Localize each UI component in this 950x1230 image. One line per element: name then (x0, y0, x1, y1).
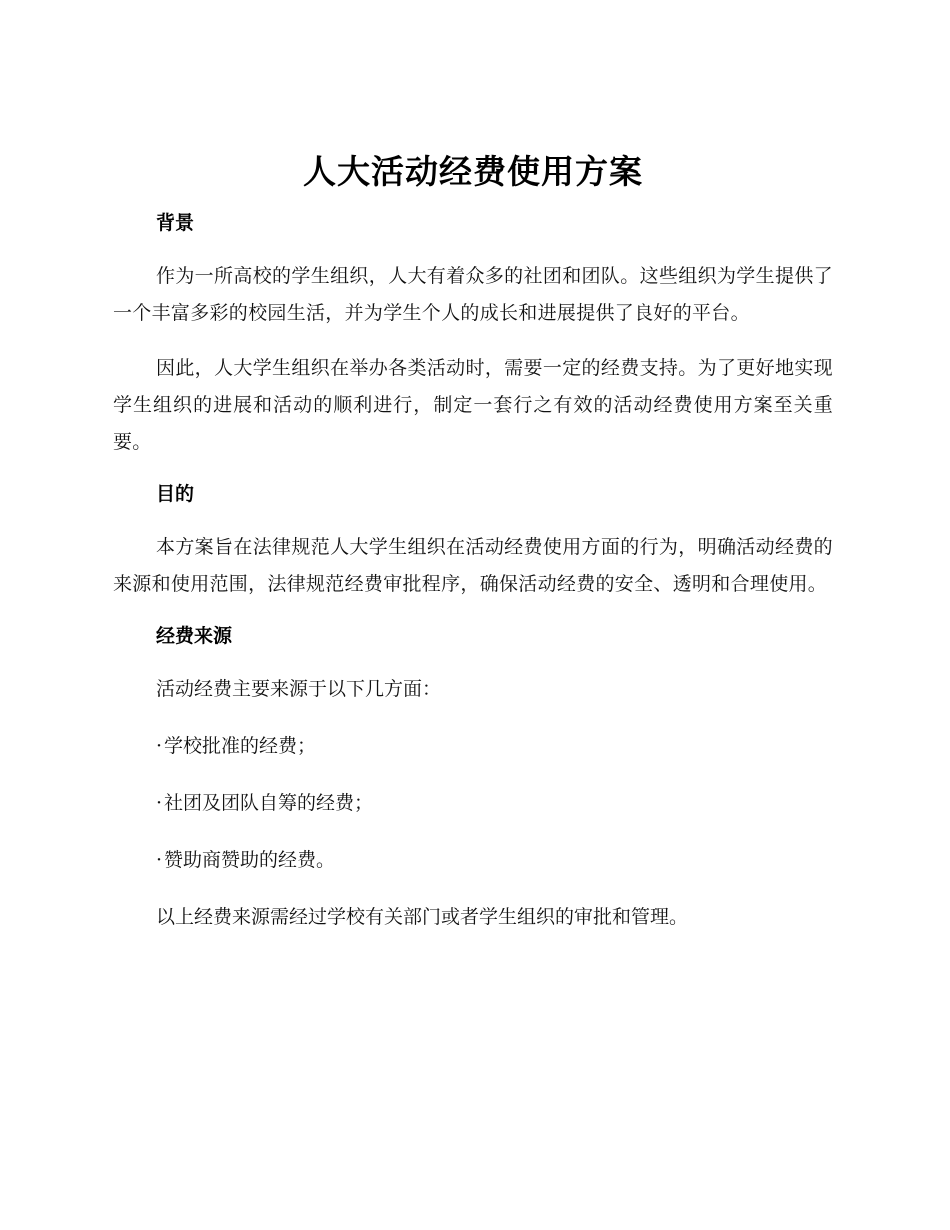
bullet-icon: · (156, 792, 163, 814)
section-heading-funding-sources: 经费来源 (156, 625, 233, 647)
section-heading-background: 背景 (156, 212, 195, 234)
funding-intro: 活动经费主要来源于以下几方面： (156, 678, 442, 700)
list-item (113, 728, 833, 764)
section-background (113, 208, 833, 461)
background-paragraph-1: 作为一所高校的学生组织，人大有着众多的社团和团队。这些组织为学生提供了一个丰富多彩的校园生活，并为学生个人的成长和进展提供了良好的平台。 (113, 265, 833, 324)
section-funding-sources (113, 621, 833, 935)
list-item-text: 赞助商赞助的经费。 (164, 849, 336, 871)
background-paragraph-2: 因此，人大学生组织在举办各类活动时，需要一定的经费支持。为了更好地实现学生组织的进展和活动的顺利进行，制定一套行之有效的活动经费使用方案至关重要。 (113, 357, 833, 453)
list-item-text: 社团及团队自筹的经费； (164, 792, 374, 814)
list-item (113, 842, 833, 878)
section-purpose (113, 479, 833, 603)
purpose-paragraph: 本方案旨在法律规范人大学生组织在活动经费使用方面的行为，明确活动经费的来源和使用范围，法律规范经费审批程序，确保活动经费的安全、透明和合理使用。 (113, 536, 833, 595)
bullet-icon: · (156, 735, 163, 757)
list-item-text: 学校批准的经费； (164, 735, 317, 757)
document-title: 人大活动经费使用方案 (303, 152, 643, 191)
document-body (113, 150, 833, 956)
bullet-icon: · (156, 849, 163, 871)
section-heading-purpose: 目的 (156, 483, 195, 505)
list-item (113, 785, 833, 821)
funding-closing: 以上经费来源需经过学校有关部门或者学生组织的审批和管理。 (156, 906, 689, 928)
